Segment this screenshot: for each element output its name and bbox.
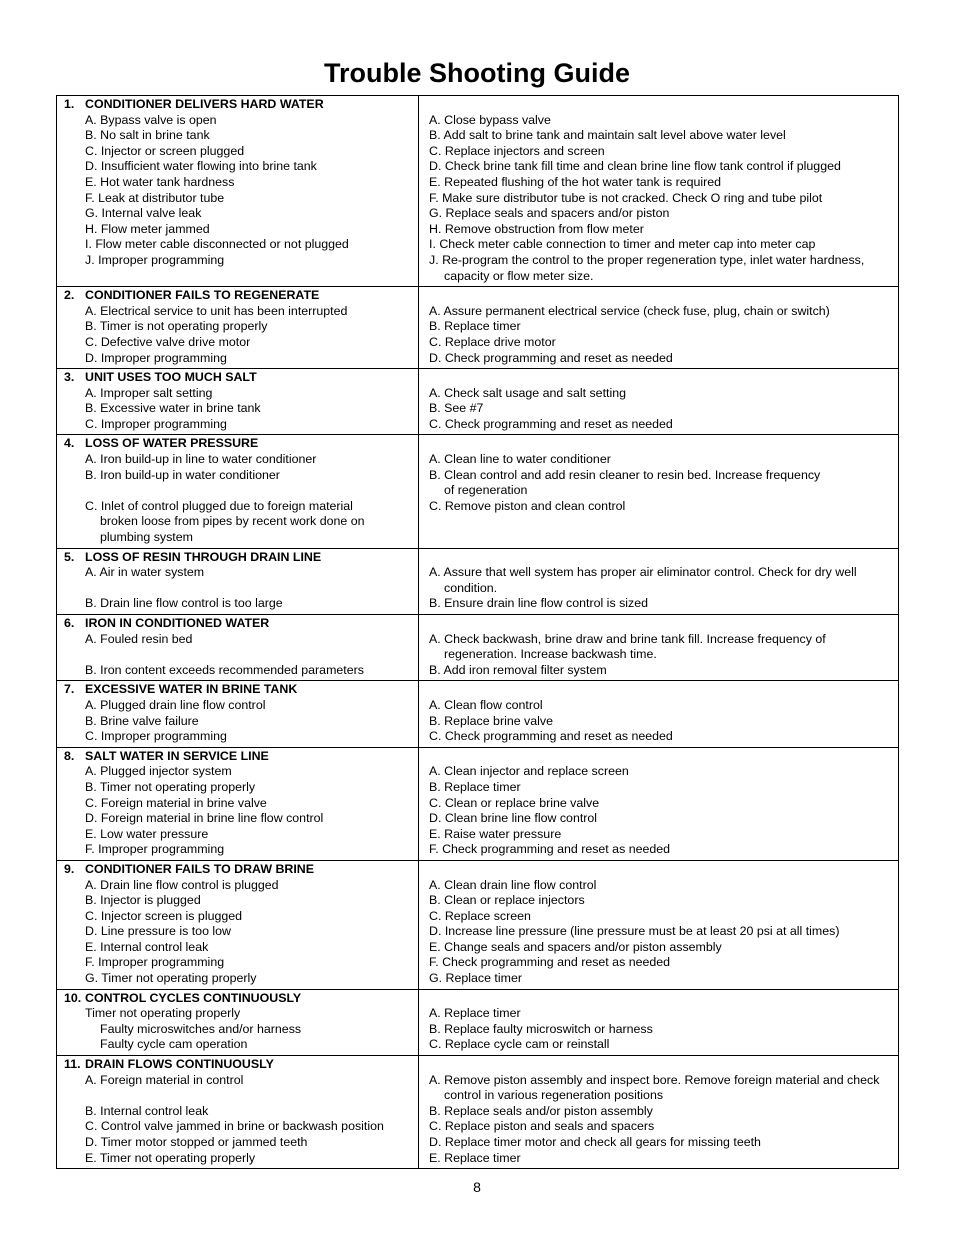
cause-item: B. Internal control leak xyxy=(85,1103,209,1118)
remedy-item: A. Check backwash, brine draw and brine tank fill. Increase frequency of regeneration. Increase backwash time. xyxy=(419,632,898,663)
cause-item: B. Excessive water in brine tank xyxy=(85,401,261,416)
problem-heading xyxy=(57,749,418,765)
remedy-cell xyxy=(419,615,899,681)
cause-item: C. Defective valve drive motor xyxy=(85,334,251,349)
problem-heading-text: CONTROL CYCLES CONTINUOUSLY xyxy=(85,990,302,1005)
remedy-item: D. Clean brine line flow control xyxy=(429,811,598,826)
remedy-continuation: regeneration. Increase backwash time. xyxy=(444,647,657,662)
cause-item: D. Line pressure is too low xyxy=(85,924,232,939)
spacer-line xyxy=(57,581,418,597)
remedy-item: A. Assure permanent electrical service (check fuse, plug, chain or switch) xyxy=(429,303,830,318)
cause-item: D. Foreign material in brine line flow control xyxy=(85,811,324,826)
remedy-spacer xyxy=(419,749,898,765)
remedy-cell xyxy=(419,287,899,369)
cause-item: D. Improper programming xyxy=(85,350,227,365)
remedy-item: G. Replace timer xyxy=(429,971,522,986)
remedy-item: B. Add salt to brine tank and maintain salt level above water level xyxy=(429,128,786,143)
problem-heading-text: CONDITIONER FAILS TO DRAW BRINE xyxy=(85,861,315,876)
cause-item: F. Leak at distributor tube xyxy=(85,190,225,205)
cause-item: C. Injector screen is plugged xyxy=(85,908,243,923)
problem-number: 4. xyxy=(64,436,75,451)
problem-number: 5. xyxy=(64,549,75,564)
problem-row xyxy=(57,435,899,548)
problem-number: 10. xyxy=(64,990,82,1005)
remedy-cell xyxy=(419,1056,899,1169)
remedy-item: C. Remove piston and clean control xyxy=(429,498,626,513)
problem-heading xyxy=(57,97,418,113)
remedy-continuation: of regeneration xyxy=(444,483,528,498)
cause-item: Faulty cycle cam operation xyxy=(100,1037,248,1052)
remedy-item: C. Replace piston and seals and spacers xyxy=(429,1119,655,1134)
remedy-spacer xyxy=(419,682,898,698)
remedy-item: B. Replace brine valve xyxy=(429,713,553,728)
cause-cell xyxy=(57,548,419,614)
cause-item: B. Iron build-up in water conditioner xyxy=(85,467,280,482)
cause-cell xyxy=(57,435,419,548)
remedy-item: A. Assure that well system has proper air eliminator control. Check for dry well condition. xyxy=(419,565,898,596)
cause-item: B. Iron content exceeds recommended parameters xyxy=(85,662,364,677)
remedy-cell xyxy=(419,747,899,860)
remedy-spacer xyxy=(419,436,898,452)
cause-item: G. Timer not operating properly xyxy=(85,971,257,986)
problem-row xyxy=(57,747,899,860)
remedy-spacer xyxy=(419,1057,898,1073)
spacer-line xyxy=(57,483,418,499)
problem-number: 7. xyxy=(64,682,75,697)
remedy-item: E. Replace timer xyxy=(429,1150,521,1165)
cause-item: D. Timer motor stopped or jammed teeth xyxy=(85,1135,308,1149)
cause-cell xyxy=(57,1056,419,1169)
cause-item: B. Timer is not operating properly xyxy=(85,319,268,334)
remedy-item: D. Check brine tank fill time and clean brine line flow tank control if plugged xyxy=(429,159,841,174)
remedy-item: D. Check programming and reset as needed xyxy=(429,350,673,365)
remedy-item: B. Add iron removal filter system xyxy=(429,662,607,677)
cause-item: B. Drain line flow control is too large xyxy=(85,596,283,611)
cause-item: F. Improper programming xyxy=(85,842,225,857)
remedy-spacer xyxy=(419,97,898,113)
problem-row xyxy=(57,681,899,747)
remedy-item: A. Check salt usage and salt setting xyxy=(429,385,626,400)
remedy-item: F. Make sure distributor tube is not cracked. Check O ring and tube pilot xyxy=(429,190,823,205)
problem-heading-text: LOSS OF RESIN THROUGH DRAIN LINE xyxy=(85,549,322,564)
remedy-spacer xyxy=(419,550,898,566)
problem-heading xyxy=(57,288,418,304)
problem-heading xyxy=(57,436,418,452)
remedy-item: A. Clean line to water conditioner xyxy=(429,452,611,467)
remedy-spacer xyxy=(419,862,898,878)
cause-item: F. Improper programming xyxy=(85,955,225,970)
cause-item: Faulty microswitches and/or harness xyxy=(100,1021,302,1036)
remedy-item: C. Replace drive motor xyxy=(429,334,556,349)
problem-row xyxy=(57,287,899,369)
cause-item: C. Foreign material in brine valve xyxy=(85,795,267,810)
remedy-spacer xyxy=(419,991,898,1007)
spacer-line xyxy=(57,1088,418,1104)
cause-cell xyxy=(57,96,419,287)
remedy-spacer xyxy=(419,288,898,304)
remedy-item: F. Check programming and reset as needed xyxy=(429,955,671,970)
cause-item: A. Electrical service to unit has been interrupted xyxy=(85,303,348,318)
remedy-item: C. Replace screen xyxy=(429,908,531,923)
cause-cell xyxy=(57,989,419,1055)
remedy-item: A. Clean flow control xyxy=(429,697,543,712)
problem-row xyxy=(57,989,899,1055)
cause-item: C. Improper programming xyxy=(85,416,227,431)
remedy-spacer xyxy=(419,616,898,632)
cause-item: B. Brine valve failure xyxy=(85,713,199,728)
problem-number: 8. xyxy=(64,748,75,763)
remedy-item: B. Clean control and add resin cleaner to resin bed. Increase frequency of regeneration xyxy=(419,468,898,499)
cause-item: H. Flow meter jammed xyxy=(85,221,210,236)
remedy-item: E. Raise water pressure xyxy=(429,826,562,841)
troubleshooting-table-body xyxy=(57,96,899,1169)
remedy-item: A. Clean drain line flow control xyxy=(429,877,597,892)
remedy-item: C. Clean or replace brine valve xyxy=(429,795,600,810)
cause-item: A. Plugged injector system xyxy=(85,764,232,779)
cause-item: C. Control valve jammed in brine or backwash position xyxy=(85,1119,384,1134)
remedy-spacer xyxy=(419,370,898,386)
cause-item: B. Timer not operating properly xyxy=(85,779,256,794)
remedy-cell xyxy=(419,548,899,614)
remedy-cell xyxy=(419,435,899,548)
cause-item: G. Internal valve leak xyxy=(85,206,202,221)
remedy-continuation: control in various regeneration positions xyxy=(444,1088,664,1103)
remedy-item: E. Repeated flushing of the hot water tank is required xyxy=(429,174,722,189)
problem-row xyxy=(57,860,899,989)
problem-heading xyxy=(57,370,418,386)
problem-heading xyxy=(57,862,418,878)
cause-item: B. No salt in brine tank xyxy=(85,128,210,143)
cause-cell xyxy=(57,369,419,435)
remedy-item: A. Close bypass valve xyxy=(429,112,551,127)
remedy-cell xyxy=(419,369,899,435)
remedy-item: G. Replace seals and spacers and/or piston xyxy=(429,206,670,221)
remedy-item: B. Clean or replace injectors xyxy=(429,893,585,908)
cause-cell xyxy=(57,681,419,747)
problem-heading-text: DRAIN FLOWS CONTINUOUSLY xyxy=(85,1057,274,1072)
cause-cell xyxy=(57,860,419,989)
remedy-cell xyxy=(419,860,899,989)
problem-row xyxy=(57,548,899,614)
remedy-cell xyxy=(419,989,899,1055)
problem-heading-text: SALT WATER IN SERVICE LINE xyxy=(85,748,269,763)
problem-heading xyxy=(57,550,418,566)
remedy-item: D. Replace timer motor and check all gears for missing teeth xyxy=(429,1135,761,1149)
troubleshooting-table xyxy=(56,95,899,1169)
problem-row xyxy=(57,1056,899,1169)
remedy-continuation: condition. xyxy=(444,580,498,595)
remedy-item: H. Remove obstruction from flow meter xyxy=(429,221,644,236)
remedy-item: I. Check meter cable connection to timer and meter cap into meter cap xyxy=(429,237,816,252)
problem-number: 2. xyxy=(64,288,75,303)
remedy-item: E. Change seals and spacers and/or piston assembly xyxy=(429,939,722,954)
problem-row xyxy=(57,615,899,681)
remedy-item: C. Check programming and reset as needed xyxy=(429,416,673,431)
problem-heading-text: CONDITIONER DELIVERS HARD WATER xyxy=(85,97,324,111)
cause-item: I. Flow meter cable disconnected or not plugged xyxy=(85,237,349,252)
cause-item: A. Fouled resin bed xyxy=(85,631,193,646)
problem-row xyxy=(57,369,899,435)
problem-row xyxy=(57,96,899,287)
cause-item: E. Hot water tank hardness xyxy=(85,174,235,189)
cause-cell xyxy=(57,747,419,860)
remedy-cell xyxy=(419,96,899,287)
remedy-item: A. Clean injector and replace screen xyxy=(429,764,629,779)
cause-item: D. Insufficient water flowing into brine tank xyxy=(85,159,317,174)
cause-item: C. Inlet of control plugged due to foreign material xyxy=(85,498,353,513)
problem-heading xyxy=(57,616,418,632)
problem-heading-text: UNIT USES TOO MUCH SALT xyxy=(85,370,257,385)
remedy-item: C. Check programming and reset as needed xyxy=(429,729,673,744)
remedy-item: B. Replace timer xyxy=(429,319,521,334)
cause-item: A. Improper salt setting xyxy=(85,385,213,400)
remedy-item: J. Re-program the control to the proper regeneration type, inlet water hardness, capacity or flow meter size. xyxy=(419,253,898,284)
problem-number: 6. xyxy=(64,616,75,630)
page-title: Trouble Shooting Guide xyxy=(324,58,630,88)
remedy-item: A. Replace timer xyxy=(429,1006,521,1021)
cause-item: E. Low water pressure xyxy=(85,826,209,841)
cause-item: Timer not operating properly xyxy=(85,1006,241,1021)
remedy-item: B. Replace seals and/or piston assembly xyxy=(429,1103,653,1118)
remedy-item: A. Remove piston assembly and inspect bore. Remove foreign material and check control in various regeneration positions xyxy=(419,1073,898,1104)
problem-heading xyxy=(57,1057,418,1073)
remedy-item: B. Replace faulty microswitch or harness xyxy=(429,1021,653,1036)
remedy-item: C. Replace injectors and screen xyxy=(429,143,605,158)
remedy-item: B. Ensure drain line flow control is sized xyxy=(429,596,649,611)
cause-item: J. Improper programming xyxy=(85,252,225,267)
cause-item: A. Bypass valve is open xyxy=(85,112,217,127)
problem-number: 3. xyxy=(64,370,75,385)
problem-heading xyxy=(57,991,418,1007)
cause-item: C. Improper programming xyxy=(85,729,227,744)
cause-item: E. Internal control leak xyxy=(85,939,209,954)
remedy-continuation: capacity or flow meter size. xyxy=(444,268,594,283)
remedy-item: F. Check programming and reset as needed xyxy=(429,842,671,857)
remedy-item: B. See #7 xyxy=(429,401,484,416)
problem-heading xyxy=(57,682,418,698)
problem-heading-text: EXCESSIVE WATER IN BRINE TANK xyxy=(85,682,298,697)
problem-heading-text: CONDITIONER FAILS TO REGENERATE xyxy=(85,288,320,303)
cause-cell xyxy=(57,287,419,369)
cause-item: A. Foreign material in control xyxy=(85,1072,244,1087)
cause-item: C. Injector or screen plugged xyxy=(85,143,245,158)
problem-heading-text: IRON IN CONDITIONED WATER xyxy=(85,616,270,630)
cause-item: A. Air in water system xyxy=(85,565,205,580)
cause-cell xyxy=(57,615,419,681)
problem-number: 9. xyxy=(64,861,75,876)
cause-item: E. Timer not operating properly xyxy=(85,1150,256,1165)
problem-number: 11. xyxy=(64,1057,81,1072)
remedy-item: C. Replace cycle cam or reinstall xyxy=(429,1037,610,1052)
remedy-cell xyxy=(419,681,899,747)
cause-item: B. Injector is plugged xyxy=(85,893,201,908)
cause-item: plumbing system xyxy=(100,530,193,545)
cause-item: A. Drain line flow control is plugged xyxy=(85,877,279,892)
remedy-item: D. Increase line pressure (line pressure must be at least 20 psi at all times) xyxy=(429,924,840,939)
problem-heading-text: LOSS OF WATER PRESSURE xyxy=(85,436,259,451)
cause-item: A. Iron build-up in line to water conditioner xyxy=(85,452,317,467)
page-number: 8 xyxy=(473,1179,481,1195)
spacer-line xyxy=(57,647,418,663)
remedy-item: B. Replace timer xyxy=(429,779,521,794)
cause-item: A. Plugged drain line flow control xyxy=(85,697,266,712)
problem-number: 1. xyxy=(64,97,75,111)
cause-item: broken loose from pipes by recent work done on xyxy=(100,514,365,529)
